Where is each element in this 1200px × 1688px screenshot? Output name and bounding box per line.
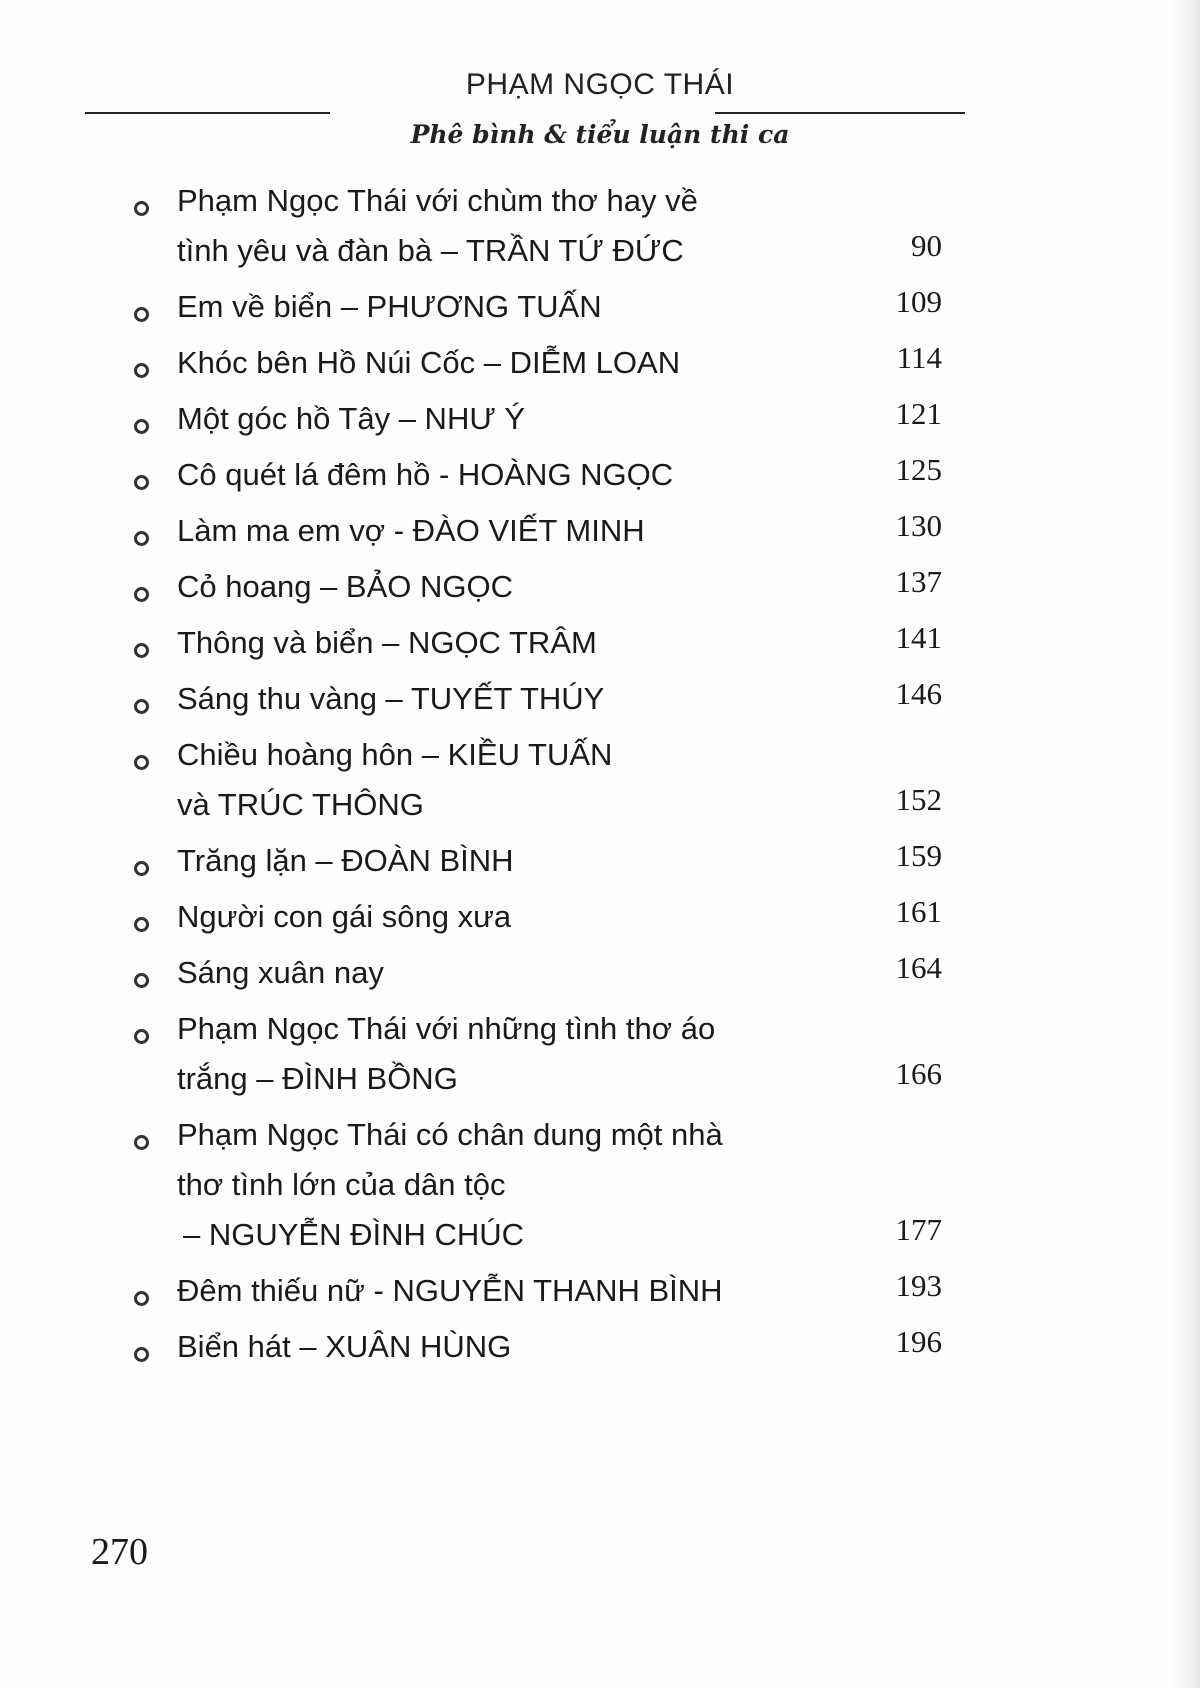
- bullet-icon: [134, 587, 149, 602]
- bullet-icon: [134, 363, 149, 378]
- running-header-subtitle: Phê bình & tiểu luận thi ca: [410, 120, 790, 149]
- toc-entry-title-line: Sáng xuân nay: [177, 955, 384, 990]
- bullet-icon: [134, 1291, 149, 1306]
- toc-entry-title-line: Phạm Ngọc Thái có chân dung một nhà: [177, 1117, 723, 1152]
- toc-entry-page-number: 164: [895, 950, 942, 985]
- toc-entry-title-line: Chiều hoàng hôn – KIỀU TUẤN: [177, 737, 613, 772]
- bullet-icon: [134, 861, 149, 876]
- toc-entry-title-line: Một góc hồ Tây – NHƯ Ý: [177, 401, 526, 436]
- toc-entry-page-number: 130: [895, 508, 942, 543]
- toc-entry-page-number: 166: [895, 1056, 942, 1091]
- toc-entry-title-line: thơ tình lớn của dân tộc: [177, 1167, 506, 1202]
- header-rule-right: [715, 112, 965, 114]
- toc-entry-title-line: tình yêu và đàn bà – TRẦN TỨ ĐỨC: [177, 233, 684, 268]
- toc-entry-title-line: Khóc bên Hồ Núi Cốc – DIỄM LOAN: [177, 345, 681, 380]
- toc-entry-title-line: Đêm thiếu nữ - NGUYỄN THANH BÌNH: [177, 1273, 723, 1308]
- toc-entry-title-line: Cỏ hoang – BẢO NGỌC: [177, 569, 513, 604]
- toc-entry-page-number: 90: [911, 228, 942, 263]
- bullet-icon: [134, 531, 149, 546]
- toc-entry-page-number: 161: [895, 894, 942, 929]
- bullet-icon: [134, 201, 149, 216]
- toc-entry-title-line: Phạm Ngọc Thái với chùm thơ hay về: [177, 183, 698, 218]
- toc-entry-page-number: 109: [895, 284, 942, 319]
- bullet-icon: [134, 1347, 149, 1362]
- toc-entry-title-line: Em về biển – PHƯƠNG TUẤN: [177, 289, 602, 324]
- page-number-folio: 270: [91, 1531, 148, 1573]
- header-rule-left: [85, 112, 330, 114]
- toc-entry-title-line: Sáng thu vàng – TUYẾT THÚY: [177, 681, 605, 716]
- toc-entry-page-number: 159: [895, 838, 942, 873]
- running-header-author: PHẠM NGỌC THÁI: [465, 68, 735, 101]
- toc-entry-title-line: Phạm Ngọc Thái với những tình thơ áo: [177, 1011, 716, 1046]
- bullet-icon: [134, 475, 149, 490]
- bullet-icon: [134, 419, 149, 434]
- toc-entry-page-number: 196: [895, 1324, 942, 1359]
- toc-entry-title-line: và TRÚC THÔNG: [177, 787, 424, 822]
- toc-entry-page-number: 177: [895, 1212, 942, 1247]
- bullet-icon: [134, 1135, 149, 1150]
- toc-entry-page-number: 114: [896, 340, 942, 375]
- page-edge-shadow: [1170, 0, 1200, 1688]
- bullet-icon: [134, 917, 149, 932]
- toc-entry-title-line: Làm ma em vợ - ĐÀO VIẾT MINH: [177, 513, 645, 548]
- toc-entry-title-line: Biển hát – XUÂN HÙNG: [177, 1329, 512, 1364]
- toc-entry-page-number: 152: [895, 782, 942, 817]
- toc-entry-title-line: Người con gái sông xưa: [177, 899, 512, 934]
- toc-entry-title-line: Cô quét lá đêm hồ - HOÀNG NGỌC: [177, 457, 674, 492]
- toc-entry-page-number: 137: [895, 564, 942, 599]
- toc-entry-title-line: Thông và biển – NGỌC TRÂM: [177, 625, 597, 660]
- bullet-icon: [134, 643, 149, 658]
- bullet-icon: [134, 699, 149, 714]
- toc-entry-title-line: – NGUYỄN ĐÌNH CHÚC: [183, 1217, 525, 1252]
- toc-entry-page-number: 141: [895, 620, 942, 655]
- bullet-icon: [134, 755, 149, 770]
- toc-entry-title-line: trắng – ĐÌNH BỒNG: [177, 1061, 458, 1096]
- bullet-icon: [134, 973, 149, 988]
- toc-entry-page-number: 193: [895, 1268, 942, 1303]
- toc-entry-page-number: 146: [895, 676, 942, 711]
- toc-entry-title-line: Trăng lặn – ĐOÀN BÌNH: [177, 843, 514, 878]
- toc-entry-page-number: 121: [895, 396, 942, 431]
- toc-entry-page-number: 125: [895, 452, 942, 487]
- bullet-icon: [134, 307, 149, 322]
- bullet-icon: [134, 1029, 149, 1044]
